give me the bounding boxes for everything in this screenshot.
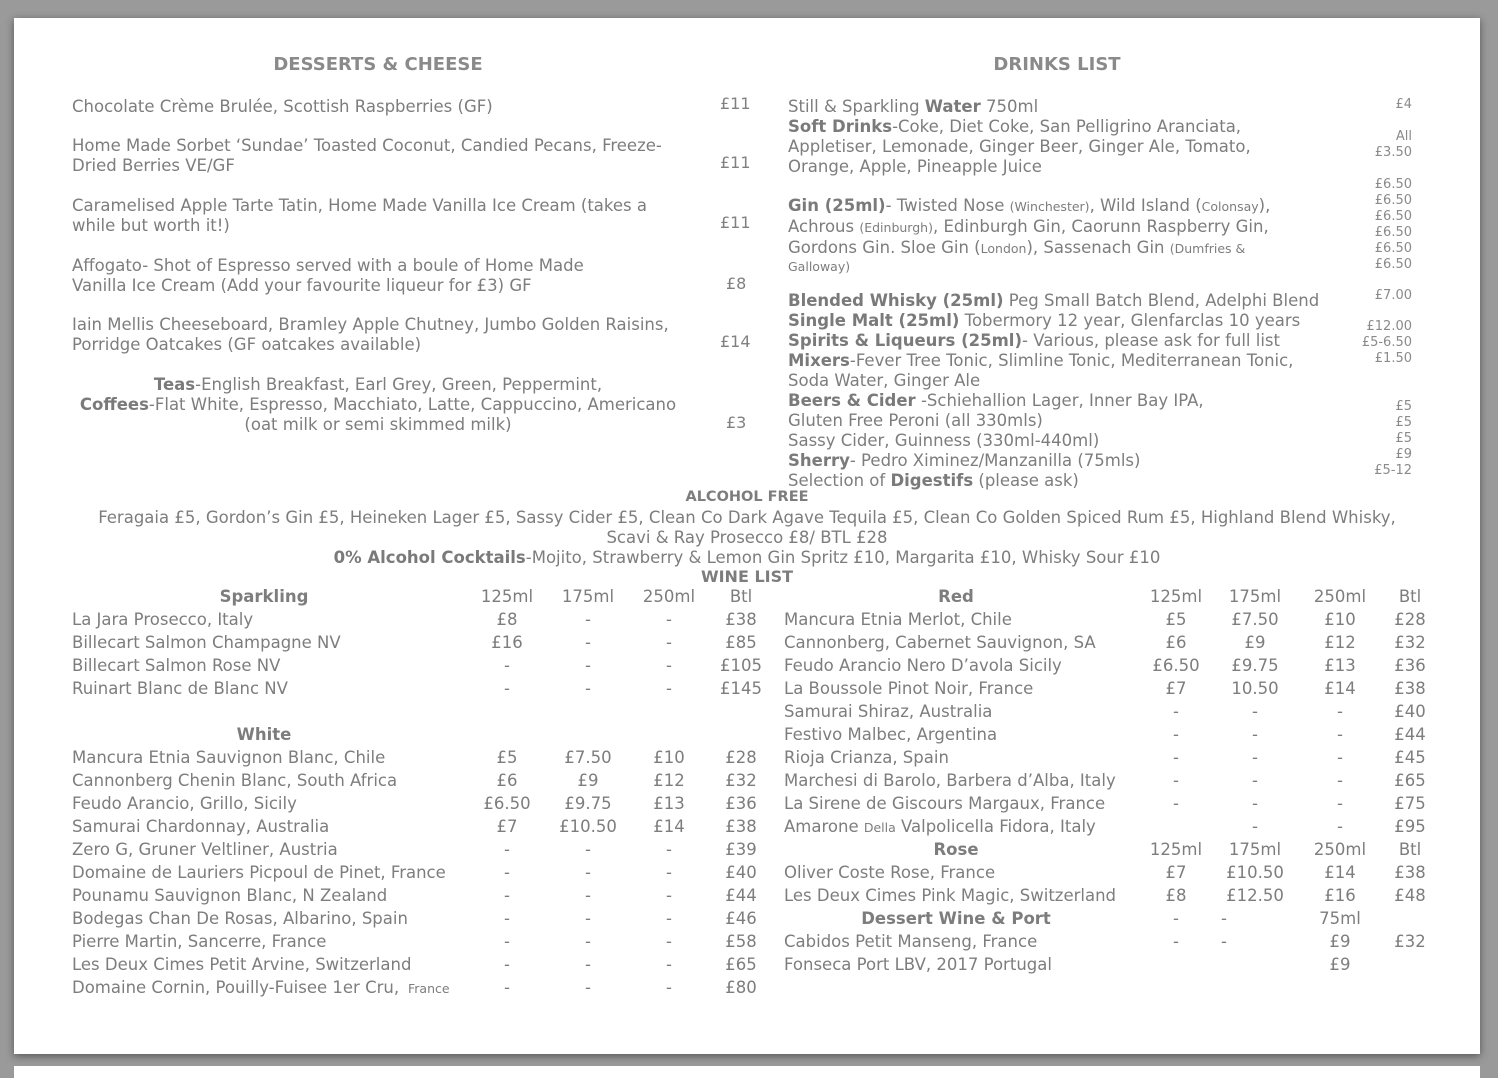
gin-bold: Gin (25ml) bbox=[788, 196, 886, 215]
wine-price: - bbox=[585, 840, 591, 859]
wine-price: £7 bbox=[1165, 863, 1187, 882]
size-header: 250ml bbox=[1313, 840, 1367, 859]
wine-price: £9 bbox=[1244, 633, 1266, 652]
dessert-price: £8 bbox=[726, 274, 747, 293]
cocktails-text: -Mojito, Strawberry & Lemon Gin Spritz £10, Margarita £10, Whisky Sour £10 bbox=[525, 548, 1161, 567]
beer-price: £9 bbox=[1395, 447, 1412, 462]
mixers-text: -Fever Tree Tonic, Slimline Tonic, Mediterranean Tonic, bbox=[849, 351, 1294, 370]
wine-price: - bbox=[1337, 702, 1343, 721]
wine-price: - bbox=[1173, 932, 1179, 951]
soft-drinks bbox=[788, 117, 1251, 177]
spirits-text: - Various, please ask for full list bbox=[1022, 331, 1280, 350]
wine-name: Domaine Cornin, Pouilly-Fuisee 1er Cru, bbox=[72, 978, 400, 997]
dessert-price: £11 bbox=[720, 213, 751, 232]
gin-price: £6.50 bbox=[1374, 225, 1412, 240]
size-header: 175ml bbox=[1228, 840, 1282, 859]
spirits-price: £5-6.50 bbox=[1361, 335, 1412, 350]
size-header: 175ml bbox=[1228, 587, 1282, 606]
soft-text: Appletiser, Lemonade, Ginger Beer, Ginger Ale, Tomato, bbox=[788, 137, 1251, 156]
soft-price-value: £3.50 bbox=[1374, 145, 1412, 160]
wine-price: - bbox=[1252, 771, 1258, 790]
water-bold: Water bbox=[924, 97, 981, 116]
wine-price: £36 bbox=[725, 794, 757, 813]
wine-price: - bbox=[1221, 932, 1227, 951]
water-post: 750ml bbox=[980, 97, 1039, 116]
teas-text: -English Breakfast, Earl Grey, Green, Peppermint, bbox=[195, 375, 603, 394]
wine-name: Ruinart Blanc de Blanc NV bbox=[72, 679, 288, 698]
wine-name: Fonseca Port LBV, 2017 Portugal bbox=[784, 955, 1052, 974]
wine-price: - bbox=[1252, 725, 1258, 744]
digestif-text: Selection of bbox=[788, 471, 891, 490]
wine-price: - bbox=[585, 863, 591, 882]
gin-price: £6.50 bbox=[1374, 193, 1412, 208]
blended-price: £7.00 bbox=[1374, 288, 1412, 303]
gin-origin: London bbox=[980, 241, 1027, 256]
hot-drinks-price: £3 bbox=[726, 413, 747, 432]
wine-price: £39 bbox=[725, 840, 757, 859]
wine-name: Mancura Etnia Sauvignon Blanc, Chile bbox=[72, 748, 386, 767]
wine-price: - bbox=[585, 978, 591, 997]
wine-price: - bbox=[504, 909, 510, 928]
gin-price: £6.50 bbox=[1374, 177, 1412, 192]
blended-text: Peg Small Batch Blend, Adelphi Blend bbox=[1003, 291, 1320, 310]
wine-price: - bbox=[585, 886, 591, 905]
wine-price: - bbox=[1173, 794, 1179, 813]
soft-text: Orange, Apple, Pineapple Juice bbox=[788, 157, 1042, 176]
wine-name-part: Amarone bbox=[784, 817, 864, 836]
wine-price: - bbox=[1337, 725, 1343, 744]
gin-text: ), bbox=[1258, 196, 1271, 215]
wine-price: - bbox=[666, 932, 672, 951]
wine-price: - bbox=[585, 610, 591, 629]
wine-price: £7.50 bbox=[1231, 610, 1279, 629]
spirits-bold: Spirits & Liqueurs (25ml) bbox=[788, 331, 1022, 350]
wine-price: - bbox=[1337, 771, 1343, 790]
digestif-bold: Digestifs bbox=[890, 471, 974, 490]
dessert-text: Dried Berries VE/GF bbox=[72, 156, 235, 175]
soft-price-label: All bbox=[1395, 129, 1412, 144]
wine-price: £10.50 bbox=[559, 817, 617, 836]
wine-price: £65 bbox=[1394, 771, 1426, 790]
wine-price: - bbox=[504, 656, 510, 675]
wine-price: £38 bbox=[1394, 679, 1426, 698]
gin-text: ), Sassenach Gin bbox=[1026, 238, 1170, 257]
dessert-text: Iain Mellis Cheeseboard, Bramley Apple Chutney, Jumbo Golden Raisins, bbox=[72, 315, 669, 334]
wine-price: - bbox=[666, 955, 672, 974]
teas-label: Teas bbox=[153, 375, 196, 394]
wine-name: Zero G, Gruner Veltliner, Austria bbox=[72, 840, 338, 859]
wine-price: - bbox=[666, 610, 672, 629]
wine-price: - bbox=[585, 633, 591, 652]
sherry-bold: Sherry bbox=[788, 451, 850, 470]
wine-price: £28 bbox=[725, 748, 757, 767]
wine-price: - bbox=[504, 679, 510, 698]
dessert-text: Chocolate Crème Brulée, Scottish Raspberries (GF) bbox=[72, 97, 493, 116]
wine-price: £75 bbox=[1394, 794, 1426, 813]
beer-prices bbox=[1374, 399, 1412, 479]
wine-price: £12 bbox=[653, 771, 685, 790]
wine-price: £38 bbox=[725, 610, 757, 629]
wine-price: £95 bbox=[1394, 817, 1426, 836]
dessert-text: while but worth it!) bbox=[72, 216, 230, 235]
cocktails-line bbox=[14, 548, 1480, 568]
wine-price: £6.50 bbox=[483, 794, 531, 813]
beers-text: Gluten Free Peroni (all 330mls) bbox=[788, 411, 1043, 430]
wine-price: £36 bbox=[1394, 656, 1426, 675]
wine-price: - bbox=[666, 656, 672, 675]
wine-name: Domaine de Lauriers Picpoul de Pinet, France bbox=[72, 863, 446, 882]
malt-price: £12.00 bbox=[1366, 319, 1412, 334]
wine-price: £14 bbox=[653, 817, 685, 836]
size-header: 125ml bbox=[1149, 587, 1203, 606]
wine-name: Oliver Coste Rose, France bbox=[784, 863, 996, 882]
wine-price: - bbox=[585, 679, 591, 698]
wine-price: £32 bbox=[1394, 633, 1426, 652]
dessert-price: £11 bbox=[720, 94, 751, 113]
milk-text: (oat milk or semi skimmed milk) bbox=[244, 415, 512, 434]
wine-price: £32 bbox=[725, 771, 757, 790]
mixers-bold: Mixers bbox=[788, 351, 850, 370]
size-header: 250ml bbox=[642, 587, 696, 606]
wine-price: £10.50 bbox=[1226, 863, 1284, 882]
wine-price: £44 bbox=[1394, 725, 1426, 744]
size-header: 125ml bbox=[480, 587, 534, 606]
sherry-text: - Pedro Ximinez/Manzanilla (75mls) bbox=[849, 451, 1141, 470]
wine-price: £6.50 bbox=[1152, 656, 1200, 675]
section-heading-white: White bbox=[236, 725, 292, 744]
wine-name: La Boussole Pinot Noir, France bbox=[784, 679, 1034, 698]
section-heading-sparkling: Sparkling bbox=[219, 587, 309, 606]
wine-name: La Jara Prosecco, Italy bbox=[72, 610, 254, 629]
water-pre: Still & Sparkling bbox=[788, 97, 925, 116]
beer-price: £5 bbox=[1395, 399, 1412, 414]
wine-price: £16 bbox=[491, 633, 523, 652]
wine-name: Bodegas Chan De Rosas, Albarino, Spain bbox=[72, 909, 408, 928]
hot-drinks bbox=[72, 375, 684, 435]
dessert-item bbox=[72, 196, 647, 236]
wine-price: - bbox=[666, 633, 672, 652]
wine-price: £7.50 bbox=[564, 748, 612, 767]
coffees-text: -Flat White, Espresso, Macchiato, Latte, Cappuccino, Americano bbox=[148, 395, 677, 414]
wine-price: £38 bbox=[725, 817, 757, 836]
wine-price: £13 bbox=[1324, 656, 1356, 675]
gin-prices bbox=[1375, 177, 1412, 273]
alcohol-free-title: ALCOHOL FREE bbox=[685, 489, 809, 505]
wine-price: £10 bbox=[653, 748, 685, 767]
wine-price: - bbox=[585, 955, 591, 974]
alcohol-free-line: Feragaia £5, Gordon’s Gin £5, Heineken Lager £5, Sassy Cider £5, Clean Co Dark Agave Tequila £5, Clean Co Golden Spiced Rum £5, Highland Blend Whisky, bbox=[98, 508, 1396, 527]
wine-name: Billecart Salmon Rose NV bbox=[72, 656, 281, 675]
wine-price: £8 bbox=[1165, 886, 1187, 905]
dessert-text: Affogato- Shot of Espresso served with a boule of Home Made bbox=[72, 256, 584, 275]
wine-price: £105 bbox=[720, 656, 762, 675]
size-header: Btl bbox=[729, 587, 753, 606]
dessert-item bbox=[72, 256, 584, 296]
wine-price: £45 bbox=[1394, 748, 1426, 767]
wine-price: £10 bbox=[1324, 610, 1356, 629]
wine-price: - bbox=[1252, 817, 1258, 836]
wine-price: - bbox=[585, 909, 591, 928]
dessert-text: Vanilla Ice Cream (Add your favourite liqueur for £3) GF bbox=[72, 276, 532, 295]
wine-price: £14 bbox=[1324, 679, 1356, 698]
wine-price: - bbox=[504, 886, 510, 905]
wine-price: £40 bbox=[1394, 702, 1426, 721]
wine-price: £28 bbox=[1394, 610, 1426, 629]
water-price: £4 bbox=[1395, 97, 1412, 112]
wine-list-title: WINE LIST bbox=[700, 567, 794, 586]
wine-price: - bbox=[585, 656, 591, 675]
size-header: 125ml bbox=[1149, 840, 1203, 859]
wine-price: £16 bbox=[1324, 886, 1356, 905]
alcohol-free-list bbox=[14, 508, 1480, 548]
gin-origin: (Edinburgh) bbox=[859, 220, 933, 235]
drinks-title: DRINKS LIST bbox=[993, 54, 1121, 75]
wine-price: £40 bbox=[725, 863, 757, 882]
menu-page bbox=[14, 18, 1480, 1054]
wine-price: 10.50 bbox=[1231, 679, 1279, 698]
wine-price: - bbox=[666, 863, 672, 882]
wine-name: Samurai Shiraz, Australia bbox=[784, 702, 993, 721]
gin-origin: Galloway) bbox=[788, 259, 851, 274]
gin-origin: (Dumfries & bbox=[1169, 241, 1246, 256]
dessert-text: Caramelised Apple Tarte Tatin, Home Made Vanilla Ice Cream (takes a bbox=[72, 196, 647, 215]
wine-name: Billecart Salmon Champagne NV bbox=[72, 633, 341, 652]
size-header: - bbox=[1221, 909, 1227, 928]
section-heading-rose: Rose bbox=[933, 840, 979, 859]
beer-price: £5 bbox=[1395, 415, 1412, 430]
gin-block bbox=[788, 196, 1270, 274]
wine-price: £8 bbox=[496, 610, 518, 629]
wine-price: - bbox=[1173, 725, 1179, 744]
wine-price: £9 bbox=[577, 771, 599, 790]
wine-price: - bbox=[504, 978, 510, 997]
wine-price: £12 bbox=[1324, 633, 1356, 652]
wine-price: - bbox=[1173, 702, 1179, 721]
wine-price: - bbox=[666, 909, 672, 928]
wine-name: Cannonberg, Cabernet Sauvignon, SA bbox=[784, 633, 1096, 652]
cocktails-bold: 0% Alcohol Cocktails bbox=[333, 548, 526, 567]
whisky-block bbox=[788, 291, 1319, 491]
gin-text: Achrous bbox=[788, 217, 860, 236]
soft-bold: Soft Drinks bbox=[788, 117, 893, 136]
wine-price: £9 bbox=[1329, 955, 1351, 974]
wine-price: - bbox=[666, 978, 672, 997]
wine-price: - bbox=[1252, 794, 1258, 813]
wine-price: - bbox=[1173, 771, 1179, 790]
beer-price: £5-12 bbox=[1374, 463, 1412, 478]
wine-price: - bbox=[1252, 702, 1258, 721]
soft-price bbox=[1375, 129, 1412, 161]
malt-bold: Single Malt (25ml) bbox=[788, 311, 960, 330]
gin-origin: Colonsay bbox=[1201, 199, 1259, 214]
size-header: 175ml bbox=[561, 587, 615, 606]
wine-name: Samurai Chardonnay, Australia bbox=[72, 817, 330, 836]
gin-price: £6.50 bbox=[1374, 241, 1412, 256]
dessert-text: Home Made Sorbet ‘Sundae’ Toasted Coconut, Candied Pecans, Freeze- bbox=[72, 136, 662, 155]
wine-price: - bbox=[1337, 794, 1343, 813]
alcohol-free-line: Scavi & Ray Prosecco £8/ BTL £28 bbox=[606, 528, 888, 547]
spirit-prices bbox=[1362, 319, 1412, 367]
water-line bbox=[788, 97, 1038, 117]
gin-origin: (Winchester) bbox=[1009, 199, 1090, 214]
gin-price: £6.50 bbox=[1374, 209, 1412, 224]
beers-bold: Beers & Cider bbox=[788, 391, 916, 410]
wine-price: £7 bbox=[1165, 679, 1187, 698]
dessert-item bbox=[72, 315, 669, 355]
size-header: - bbox=[1173, 909, 1179, 928]
wine-price: £85 bbox=[725, 633, 757, 652]
beers-text: -Schiehallion Lager, Inner Bay IPA, bbox=[915, 391, 1204, 410]
wine-price: - bbox=[585, 932, 591, 951]
wine-price: £13 bbox=[653, 794, 685, 813]
wine-name-small: Della bbox=[863, 820, 896, 835]
size-header: 250ml bbox=[1313, 587, 1367, 606]
wine-name: Pounamu Sauvignon Blanc, N Zealand bbox=[72, 886, 388, 905]
wine-name: Feudo Arancio, Grillo, Sicily bbox=[72, 794, 297, 813]
wine-price: £5 bbox=[1165, 610, 1187, 629]
beers-text: Sassy Cider, Guinness (330ml-440ml) bbox=[788, 431, 1100, 450]
beer-price: £5 bbox=[1395, 431, 1412, 446]
size-header: Btl bbox=[1398, 840, 1422, 859]
desserts-title: DESSERTS & CHEESE bbox=[273, 54, 483, 75]
wine-price: - bbox=[1173, 748, 1179, 767]
wine-name: La Sirene de Giscours Margaux, France bbox=[784, 794, 1106, 813]
wine-price: - bbox=[504, 932, 510, 951]
wine-origin-small: France bbox=[408, 981, 450, 996]
wine-price: £58 bbox=[725, 932, 757, 951]
wine-price: £14 bbox=[1324, 863, 1356, 882]
wine-price: - bbox=[1337, 817, 1343, 836]
wine-price: £9 bbox=[1329, 932, 1351, 951]
dessert-item bbox=[72, 97, 493, 117]
wine-price: £46 bbox=[725, 909, 757, 928]
wine-price: £9.75 bbox=[1231, 656, 1279, 675]
next-page-edge bbox=[14, 1066, 1480, 1078]
size-header: 75ml bbox=[1319, 909, 1361, 928]
wine-price: £80 bbox=[725, 978, 757, 997]
wine-name: Cabidos Petit Manseng, France bbox=[784, 932, 1038, 951]
wine-price: £32 bbox=[1394, 932, 1426, 951]
wine-name: Festivo Malbec, Argentina bbox=[784, 725, 998, 744]
gin-text: - Twisted Nose bbox=[885, 196, 1010, 215]
dessert-price: £11 bbox=[720, 153, 751, 172]
gin-price: £6.50 bbox=[1374, 257, 1412, 272]
wine-price: £44 bbox=[725, 886, 757, 905]
section-heading-red: Red bbox=[938, 587, 974, 606]
wine-price: £6 bbox=[1165, 633, 1187, 652]
soft-text: -Coke, Diet Coke, San Pelligrino Aranciata, bbox=[892, 117, 1242, 136]
wine-price: - bbox=[666, 840, 672, 859]
gin-text: , Wild Island ( bbox=[1089, 196, 1202, 215]
wine-name: Rioja Crianza, Spain bbox=[784, 748, 949, 767]
wine-price: - bbox=[1337, 748, 1343, 767]
wine-price: £48 bbox=[1394, 886, 1426, 905]
wine-price: £145 bbox=[720, 679, 762, 698]
wine-price: £65 bbox=[725, 955, 757, 974]
digestif-text: (please ask) bbox=[973, 471, 1079, 490]
dessert-item bbox=[72, 136, 662, 176]
wine-name: Marchesi di Barolo, Barbera d’Alba, Italy bbox=[784, 771, 1116, 790]
wine-price: £12.50 bbox=[1226, 886, 1284, 905]
wine-name-amarone bbox=[784, 817, 1096, 836]
wine-price: £5 bbox=[496, 748, 518, 767]
wine-price: £7 bbox=[496, 817, 518, 836]
size-header: Btl bbox=[1398, 587, 1422, 606]
dessert-text: Porridge Oatcakes (GF oatcakes available) bbox=[72, 335, 422, 354]
section-heading-dessert-wine: Dessert Wine & Port bbox=[861, 909, 1051, 928]
dessert-price: £14 bbox=[720, 332, 751, 351]
wine-name: Feudo Arancio Nero D’avola Sicily bbox=[784, 656, 1062, 675]
wine-price: - bbox=[504, 955, 510, 974]
mixers-text: Soda Water, Ginger Ale bbox=[788, 371, 981, 390]
wine-price: - bbox=[666, 886, 672, 905]
wine-name-part: Valpolicella Fidora, Italy bbox=[895, 817, 1096, 836]
wine-price: - bbox=[666, 679, 672, 698]
malt-text: Tobermory 12 year, Glenfarclas 10 years bbox=[959, 311, 1301, 330]
gin-text: , Edinburgh Gin, Caorunn Raspberry Gin, bbox=[932, 217, 1269, 236]
wine-price: - bbox=[1252, 748, 1258, 767]
wine-price: - bbox=[504, 863, 510, 882]
gin-text: Gordons Gin. Sloe Gin ( bbox=[788, 238, 981, 257]
mixers-price: £1.50 bbox=[1374, 351, 1412, 366]
wine-price: - bbox=[504, 840, 510, 859]
wine-name: Les Deux Cimes Pink Magic, Switzerland bbox=[784, 886, 1117, 905]
blended-bold: Blended Whisky (25ml) bbox=[788, 291, 1004, 310]
wine-name: Mancura Etnia Merlot, Chile bbox=[784, 610, 1012, 629]
wine-price: £6 bbox=[496, 771, 518, 790]
wine-name: Cannonberg Chenin Blanc, South Africa bbox=[72, 771, 398, 790]
wine-name: Les Deux Cimes Petit Arvine, Switzerland bbox=[72, 955, 412, 974]
wine-price: £38 bbox=[1394, 863, 1426, 882]
coffees-label: Coffees bbox=[79, 395, 149, 414]
wine-name: Pierre Martin, Sancerre, France bbox=[72, 932, 327, 951]
wine-price: £9.75 bbox=[564, 794, 612, 813]
